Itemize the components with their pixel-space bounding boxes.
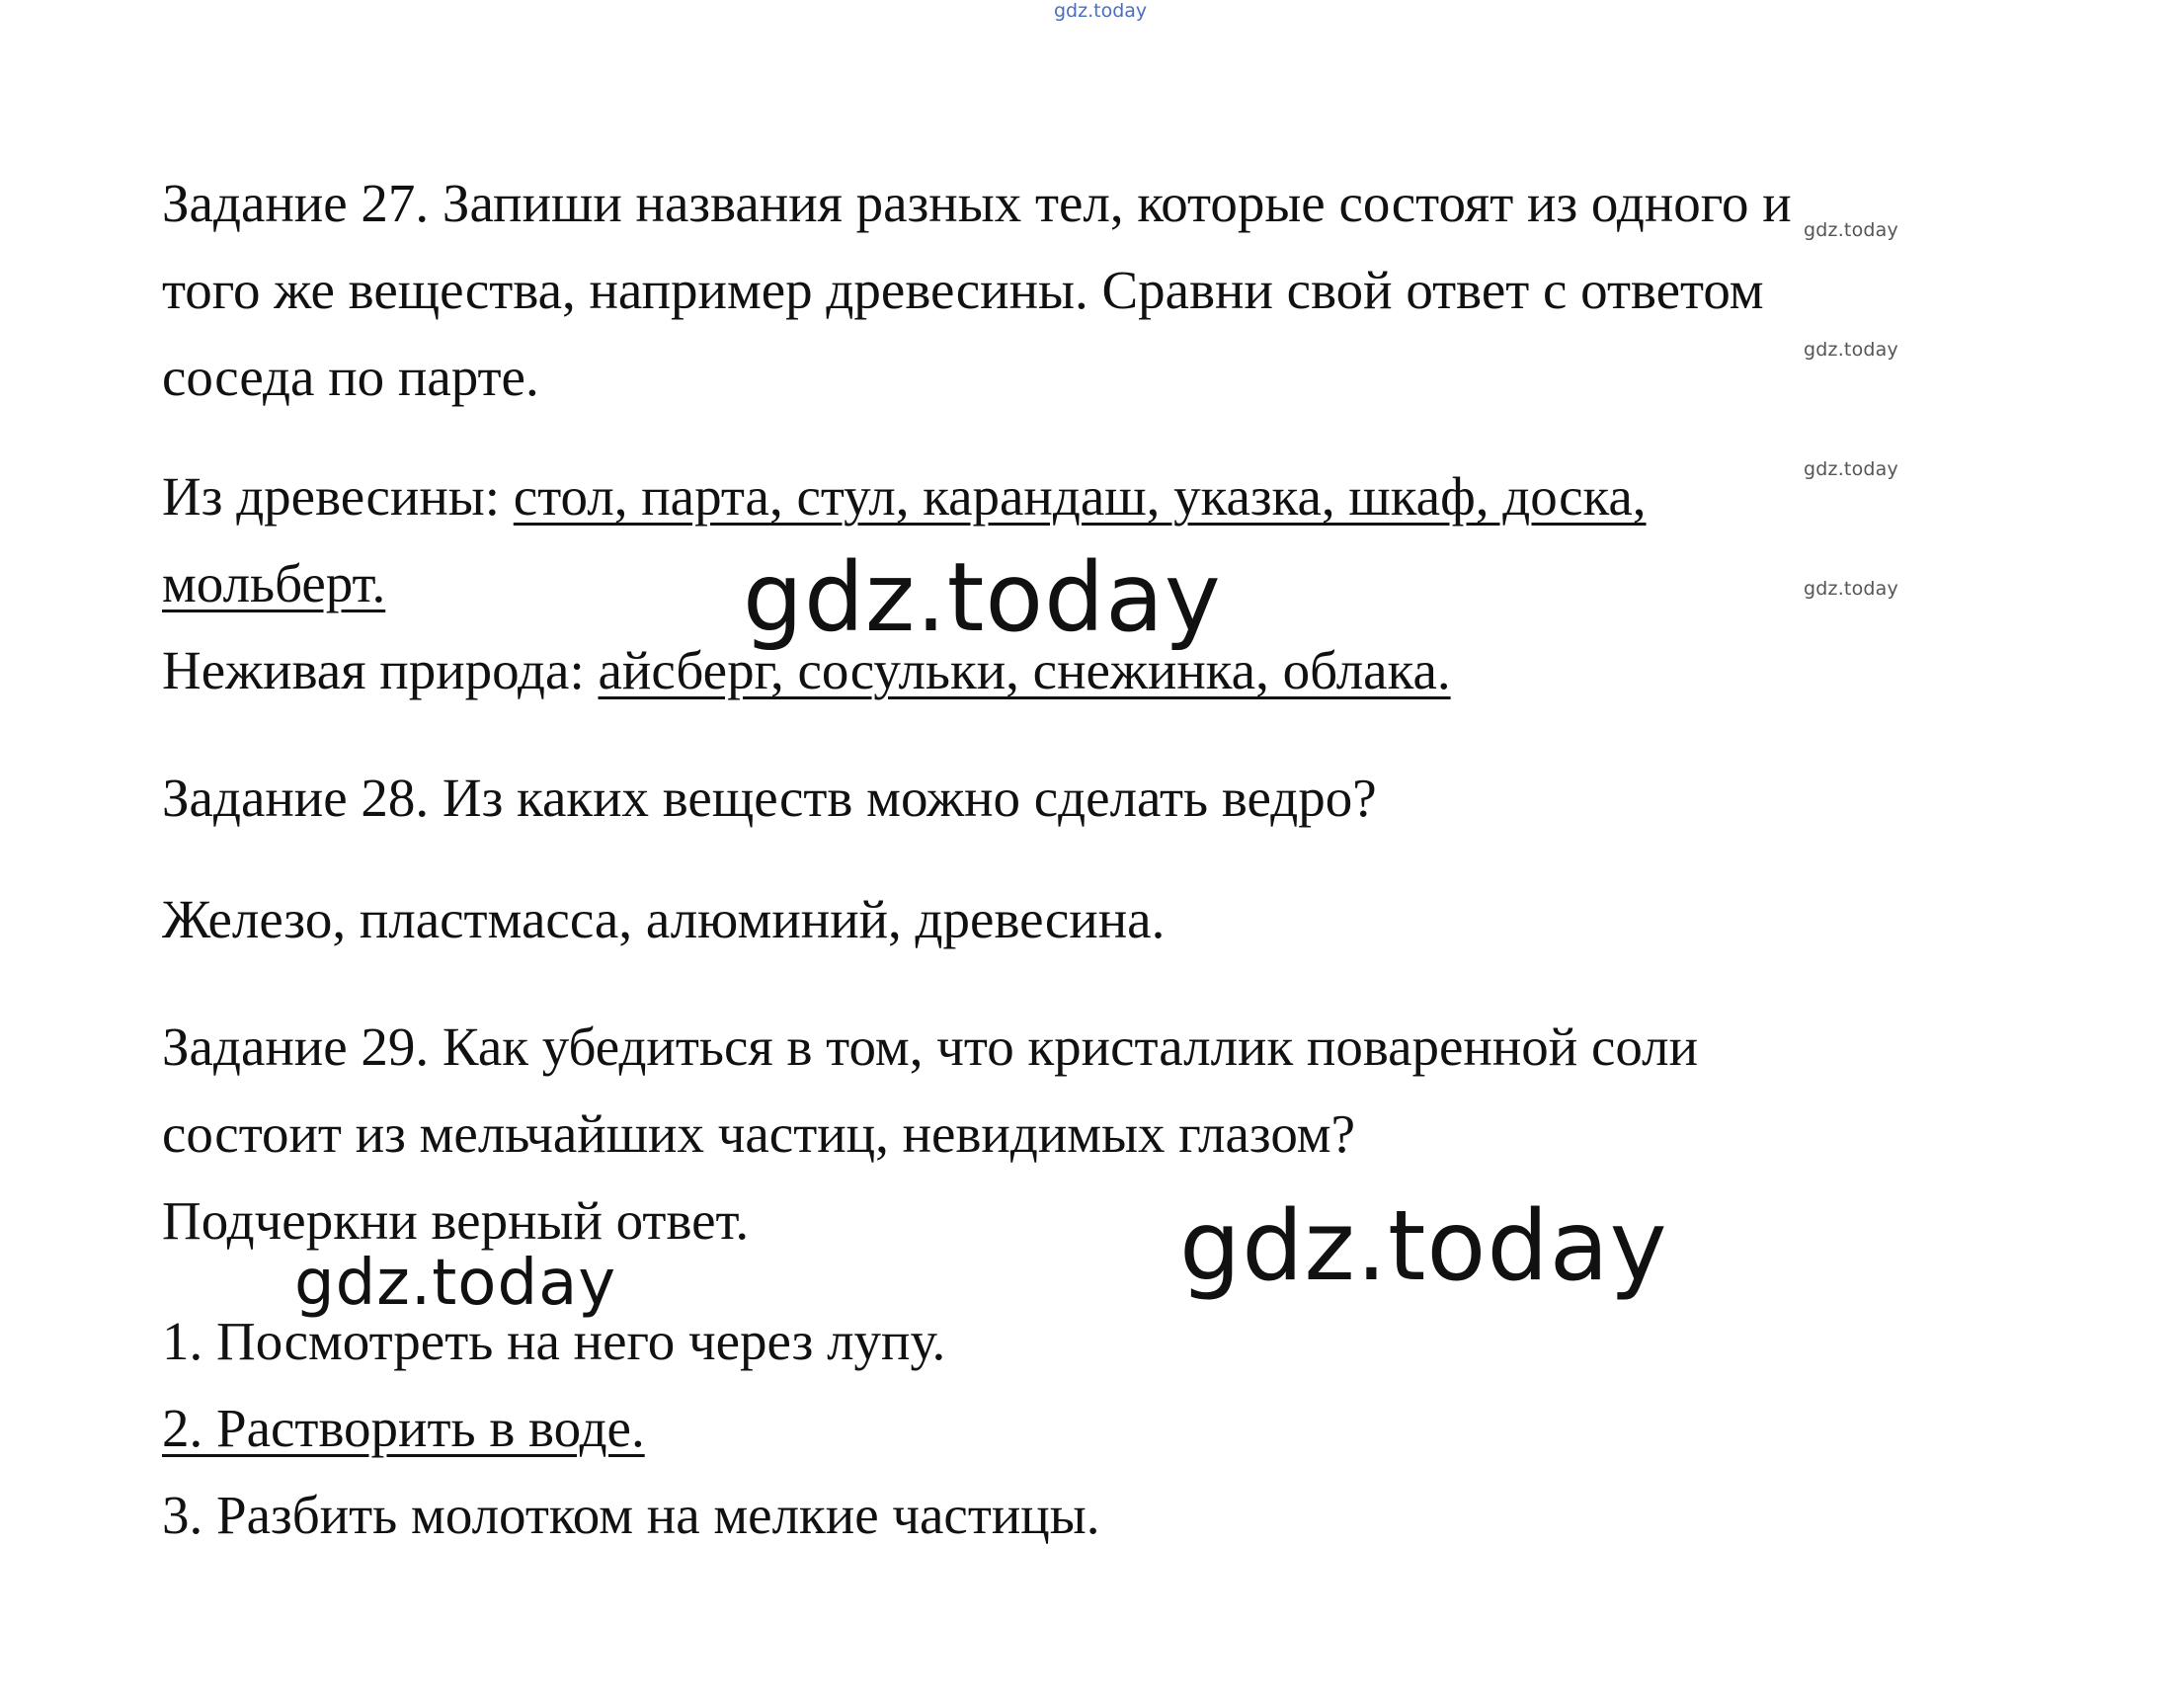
task28-question: Задание 28. Из каких веществ можно сделать ведро? [162, 768, 1377, 828]
watermark-small: gdz.today [1804, 219, 1898, 241]
watermark-top: gdz.today [1054, 0, 1148, 22]
task29-option-1: 1. Посмотреть на него через лупу. [162, 1311, 946, 1371]
watermark-large: gdz.today [1179, 1190, 1668, 1303]
task27-answer-wood-line-2 [162, 553, 386, 613]
task29-option-2-correct: 2. Растворить в воде. [162, 1398, 645, 1458]
answer-label: Неживая природа: [162, 640, 599, 700]
task27-question-line-3: соседа по парте. [162, 347, 539, 407]
watermark-large: gdz.today [743, 542, 1222, 653]
task28-answer: Железо, пластмасса, алюминий, древесина. [162, 889, 1166, 949]
underlined-answer: стол, парта, стул, карандаш, указка, шкаф, доска, [513, 466, 1647, 527]
task29-question-line-1: Задание 29. Как убедиться в том, что кристаллик поваренной соли [162, 1017, 1699, 1077]
task27-question-line-2: того же вещества, например древесины. Сравни свой ответ с ответом [162, 260, 1764, 320]
task29-question-line-2: состоит из мельчайших частиц, невидимых глазом? [162, 1103, 1355, 1164]
task27-answer-wood-line-1 [162, 466, 1647, 527]
underlined-answer: айсберг, сосульки, снежинка, облака. [598, 640, 1451, 700]
watermark-small: gdz.today [1804, 339, 1898, 361]
task27-question-line-1: Задание 27. Запиши названия разных тел, которые состоят из одного и [162, 173, 1792, 233]
watermark-small: gdz.today [1804, 458, 1898, 480]
watermark-small: gdz.today [1804, 578, 1898, 600]
task29-option-3: 3. Разбить молотком на мелкие частицы. [162, 1485, 1100, 1545]
underlined-answer: мольберт. [162, 553, 386, 613]
answer-label: Из древесины: [162, 466, 514, 527]
task29-question-line-3: Подчеркни верный ответ. [162, 1190, 750, 1251]
watermark-large: gdz.today [294, 1247, 617, 1320]
